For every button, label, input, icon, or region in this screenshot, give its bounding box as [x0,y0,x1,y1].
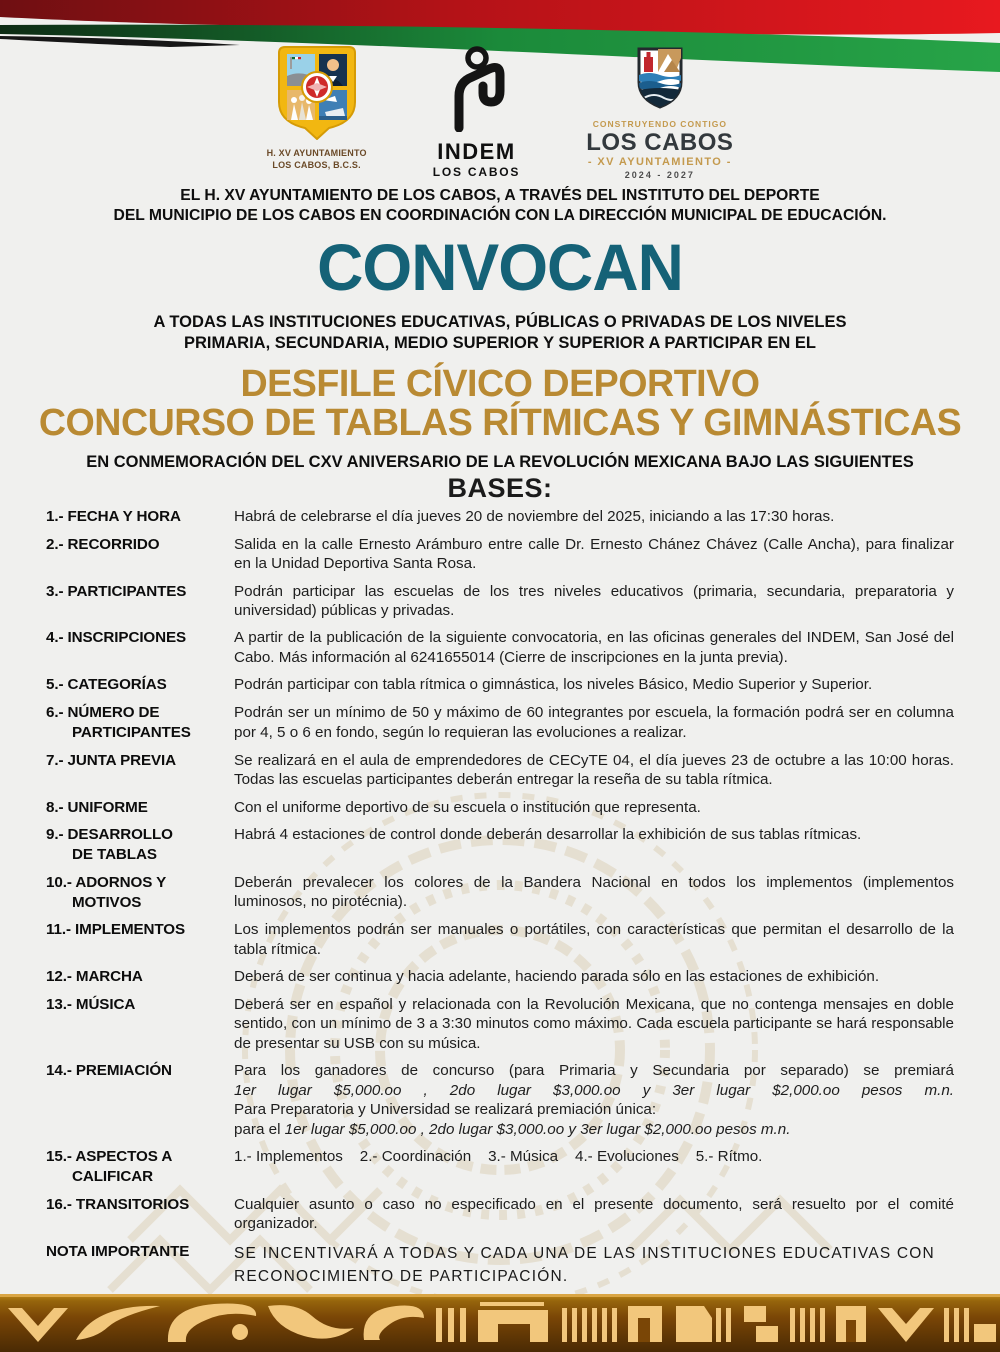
bases-item-10 [46,873,954,913]
item-label: 12.- MARCHA [46,968,143,986]
ayuntamiento-crest-logo [267,46,367,171]
item-label: 15.- ASPECTOS A [46,1148,173,1166]
item-label-line2: MOTIVOS [72,893,142,911]
loscabos-subtitle: - XV AYUNTAMIENTO - [587,155,732,168]
loscabos-shield-icon [634,46,686,110]
item-label: 16.- TRANSITORIOS [46,1195,190,1213]
premiacion-line4: para el 1er lugar $5,000.oo , 2do lugar $3,000.oo y 3er lugar $2,000.oo pesos m.n. [234,1120,791,1138]
item-label-line2: CALIFICAR [72,1167,153,1185]
item-label: 8.- UNIFORME [46,798,148,816]
item-label: 9.- DESARROLLO [46,826,173,844]
premiacion-line1: Para los ganadores de concurso (para Primaria y Secundaria por separado) se premiará [234,1062,954,1080]
bases-item-16 [46,1195,954,1234]
note-label: NOTA IMPORTANTE [46,1242,190,1260]
bottom-frieze-decoration [0,1294,1000,1352]
bases-item-7 [46,751,954,790]
loscabos-tagline: CONSTRUYENDO CONTIGO [592,119,727,129]
bases-item-3 [46,582,954,621]
logos-row [0,46,1000,180]
bases-item-5 [46,675,954,695]
bases-item-12 [46,967,954,987]
important-note [46,1242,954,1289]
indem-name: INDEM [437,139,516,164]
item-label: 14.- PREMIACIÓN [46,1062,172,1080]
audience-text [0,312,1000,355]
loscabos-name: LOS CABOS [586,128,734,156]
convocan-heading: CONVOCAN [317,230,683,304]
item-text: Con el uniforme deportivo de su escuela o institución que representa. [234,798,701,816]
item-label: 11.- IMPLEMENTOS [46,921,186,939]
item-label: 7.- JUNTA PREVIA [46,751,177,769]
indem-figure-icon [435,46,517,132]
item-text: Habrá 4 estaciones de control donde deberán desarrollar la exhibición de sus tablas rítmicas. [234,826,862,844]
item-label-line2: DE TABLAS [72,846,157,864]
bases-item-2 [46,535,954,574]
loscabos-years: 2024 - 2027 [624,169,695,180]
indem-logo [433,46,521,178]
item-text: Podrán participar con tabla rítmica o gimnástica, los niveles Básico, Medio Superior y Superior. [234,676,873,694]
commemoration-text: EN CONMEMORACIÓN DEL CXV ANIVERSARIO DE LA REVOLUCIÓN MEXICANA BAJO LAS SIGUIENTES [86,452,914,471]
note-text: SE INCENTIVARÁ A TODAS Y CADA UNA DE LAS INSTITUCIONES EDUCATIVAS CON RECONOCIMIENTO DE PARTICIPACIÓN. [234,1244,935,1285]
audience-line1: A TODAS LAS INSTITUCIONES EDUCATIVAS, PÚBLICAS O PRIVADAS DE LOS NIVELES [153,313,847,331]
intro-line2: DEL MUNICIPIO DE LOS CABOS EN COORDINACIÓN CON LA DIRECCIÓN MUNICIPAL DE EDUCACIÓN. [113,207,887,224]
item-text: Deberá ser en español y relacionada con la Revolución Mexicana, que no contenga mensajes en doble sentido, con un mínimo de 3 a 3:30 minutos como máximo. Cada escuela participante se hará responsable de presentar su USB con su música. [234,995,954,1052]
ayuntamiento-caption-line2: LOS CABOS, B.C.S. [272,159,361,170]
item-label: 13.- MÚSICA [46,995,136,1013]
item-text: Podrán ser un mínimo de 50 y máximo de 60 integrantes por escuela, la formación podrá ser en columna por 4, 5 o 6 en fondo, según lo requieran las evoluciones a realizar. [234,704,954,741]
item-label-line2: PARTICIPANTES [72,723,191,741]
bases-item-11 [46,920,954,959]
bases-item-14 [46,1061,954,1139]
premiacion-line3: Para Preparatoria y Universidad se realizará premiación única: [234,1101,657,1119]
premiacion-line2: 1er lugar $5,000.oo , 2do lugar $3,000.oo y 3er lugar $2,000.oo pesos m.n. [234,1081,954,1099]
loscabos-administration-logo [586,46,733,180]
item-text: Los implementos podrán ser manuales o portátiles, con características que permitan el desarrollo de la tabla rítmica. [234,921,954,958]
item-text: A partir de la publicación de la siguiente convocatoria, en las oficinas generales del INDEM, San José del Cabo. Más información al 6241655014 (Cierre de inscripciones en la junta previa). [234,629,954,666]
event-title [5,362,995,445]
item-label: 2.- RECORRIDO [46,535,160,553]
item-text: Deberán prevalecer los colores de la Bandera Nacional en todos los implementos (implementos luminosos, no pirotécnia). [234,873,954,911]
item-text: Salida en la calle Ernesto Arámburo entre calle Dr. Ernesto Chánez Chávez (Calle Ancha), para finalizar en la Unidad Deportiva Santa Rosa. [234,535,954,573]
item-label: 3.- PARTICIPANTES [46,582,187,600]
item-text: 1.- Implementos 2.- Coordinación 3.- Música 4.- Evoluciones 5.- Rítmo. [234,1148,763,1166]
item-label: 6.- NÚMERO DE [46,704,160,722]
ayuntamiento-caption-line1: H. XV AYUNTAMIENTO [266,148,367,158]
audience-line2: PRIMARIA, SECUNDARIA, MEDIO SUPERIOR Y SUPERIOR A PARTICIPAR EN EL [184,334,816,353]
event-title-line1: DESFILE CÍVICO DEPORTIVO [240,362,760,405]
bases-item-8 [46,798,954,818]
item-label: 10.- ADORNOS Y [46,873,167,891]
indem-sub: LOS CABOS [432,165,521,179]
intro-line1: EL H. XV AYUNTAMIENTO DE LOS CABOS, A TRAVÉS DEL INSTITUTO DEL DEPORTE [180,187,820,204]
bases-item-4 [46,628,954,667]
item-label: 5.- CATEGORÍAS [46,676,167,694]
item-text: Se realizará en el aula de emprendedores de CECyTE 04, el día jueves 23 de octubre a las 10:00 horas. Todas las escuelas participantes deberán entregar la reseña de su tabla rítmica. [234,751,954,789]
item-text: Habrá de celebrarse el día jueves 20 de noviembre del 2025, iniciando a las 17:30 horas. [234,507,835,525]
bases-item-15 [46,1147,954,1187]
item-text: Deberá de ser continua y hacia adelante, haciendo parada sólo en las estaciones de exhibición. [234,968,880,986]
bases-item-9 [46,825,954,865]
ayuntamiento-crest-icon [277,46,357,140]
bases-item-1 [46,507,954,527]
bases-item-6 [46,703,954,743]
item-text: Cualquier asunto o caso no especificado en el presente documento, será resuelto por el comité organizador. [234,1195,954,1233]
ayuntamiento-caption [267,148,367,171]
bases-list [0,507,1000,1288]
item-text: Podrán participar las escuelas de los tres niveles educativos (primaria, secundaria, preparatoria y universidad) públicas y privadas. [234,582,954,620]
bases-item-13 [46,995,954,1053]
event-title-line2: CONCURSO DE TABLAS RÍTMICAS Y GIMNÁSTICAS [38,402,962,445]
item-text [218,1061,954,1139]
item-label: 4.- INSCRIPCIONES [46,629,187,647]
bases-heading: BASES: [447,472,553,503]
intro-text [10,186,990,226]
item-label: 1.- FECHA Y HORA [46,507,181,525]
